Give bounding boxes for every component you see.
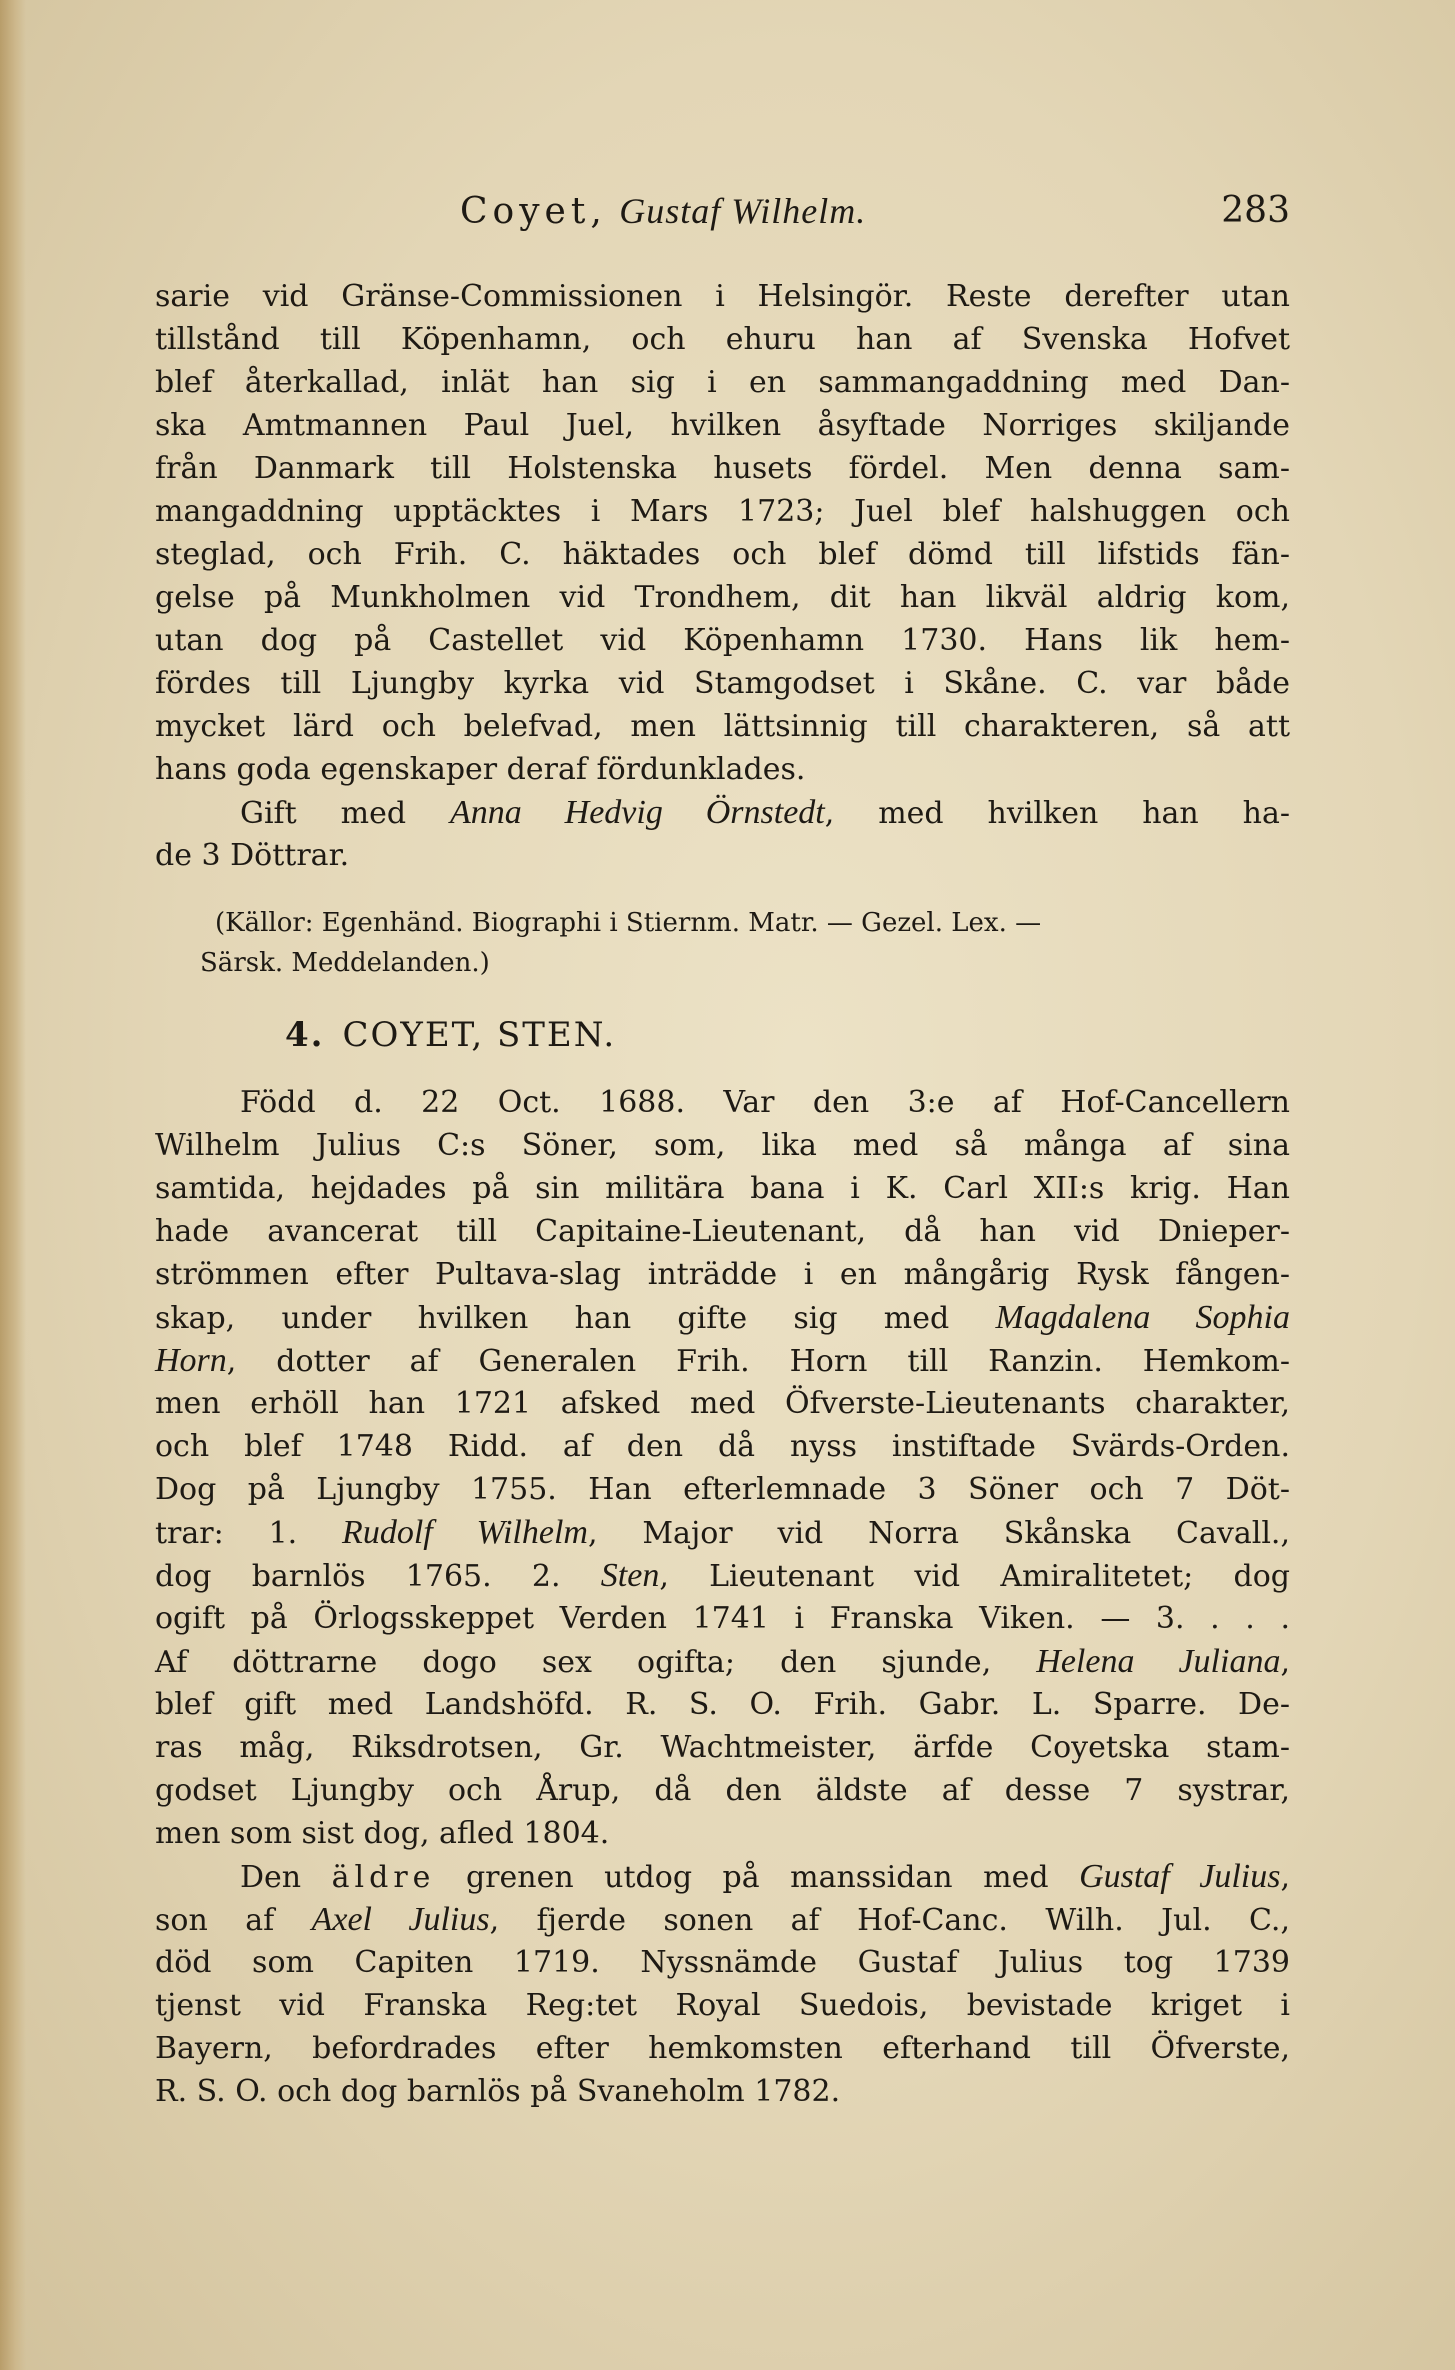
text-line: godset Ljungby och Årup, då den äldste af desse 7 systrar, bbox=[155, 1773, 1290, 1808]
text-line: Född d. 22 Oct. 1688. Var den 3:e af Hof-Cancellern bbox=[240, 1085, 1290, 1120]
person-name: Sten bbox=[600, 1557, 660, 1594]
text-line: strömmen efter Pultava-slag inträdde i en mångårig Rysk fången- bbox=[155, 1257, 1290, 1292]
paragraph-sten-coyet bbox=[155, 1081, 1290, 1855]
text-line bbox=[155, 791, 1290, 834]
running-title bbox=[460, 190, 866, 232]
text-line: sarie vid Gränse-Commissionen i Helsingör. Reste derefter utan bbox=[155, 279, 1290, 314]
entry-number: 4. bbox=[285, 1015, 325, 1055]
text-line: mangaddning upptäcktes i Mars 1723; Juel blef halshuggen och bbox=[155, 494, 1290, 529]
header-surname: Coyet, bbox=[460, 191, 607, 232]
text-line bbox=[155, 1339, 1290, 1382]
text-fragment: , fjerde sonen af Hof-Canc. Wilh. Jul. C., bbox=[489, 1903, 1290, 1938]
text-line: ska Amtmannen Paul Juel, hvilken åsyftade Norriges skiljande bbox=[155, 408, 1290, 443]
text-line: och blef 1748 Ridd. af den då nyss instiftade Svärds-Orden. bbox=[155, 1429, 1290, 1464]
entry-title: COYET, STEN. bbox=[342, 1015, 617, 1055]
text-fragment: , Major vid Norra Skånska Cavall., bbox=[587, 1516, 1290, 1551]
text-line: R. S. O. och dog barnlös på Svaneholm 1782. bbox=[155, 2074, 841, 2109]
text-line: tillstånd till Köpenhamn, och ehuru han af Svenska Hofvet bbox=[155, 322, 1290, 357]
text-line: gelse på Munkholmen vid Trondhem, dit han likväl aldrig kom, bbox=[155, 580, 1290, 615]
paragraph-elder-branch bbox=[155, 1855, 1290, 2113]
text-line: men som sist dog, afled 1804. bbox=[155, 1816, 610, 1851]
person-name: Magdalena Sophia bbox=[995, 1299, 1290, 1336]
book-spine-shadow bbox=[0, 0, 26, 2370]
text-fragment: , Lieutenant vid Amiralitetet; dog bbox=[659, 1559, 1290, 1594]
page-number: 283 bbox=[1221, 190, 1290, 231]
text-line: död som Capiten 1719. Nyssnämde Gustaf Julius tog 1739 bbox=[155, 1945, 1290, 1980]
text-line bbox=[155, 1554, 1290, 1597]
sources-line: (Källor: Egenhänd. Biographi i Stiernm. Matr. — Gezel. Lex. — bbox=[215, 908, 1042, 938]
person-name: Rudolf Wilhelm bbox=[342, 1514, 588, 1551]
text-fragment: , bbox=[1280, 1645, 1290, 1680]
text-line bbox=[155, 1898, 1290, 1941]
person-name: Axel Julius bbox=[311, 1901, 490, 1938]
text-fragment: grenen utdog på manssidan med bbox=[435, 1860, 1080, 1895]
text-line: Bayern, befordrades efter hemkomsten efterhand till Öfverste, bbox=[155, 2031, 1290, 2066]
spaced-word: äldre bbox=[331, 1860, 436, 1895]
text-line: ras måg, Riksdrotsen, Gr. Wachtmeister, ärfde Coyetska stam- bbox=[155, 1730, 1290, 1765]
running-header bbox=[180, 190, 1290, 242]
text-fragment: dog barnlös 1765. 2. bbox=[155, 1559, 601, 1594]
text-line: blef återkallad, inlät han sig i en sammangaddning med Dan- bbox=[155, 365, 1290, 400]
person-name: Horn bbox=[155, 1342, 227, 1379]
text-line: mycket lärd och belefvad, men lättsinnig till charakteren, så att bbox=[155, 709, 1290, 744]
sources-line: Särsk. Meddelanden.) bbox=[200, 948, 490, 978]
text-line bbox=[155, 1855, 1290, 1898]
text-line bbox=[155, 1511, 1290, 1554]
text-line bbox=[155, 1640, 1290, 1683]
text-line: utan dog på Castellet vid Köpenhamn 1730. Hans lik hem- bbox=[155, 623, 1290, 658]
sources-note bbox=[155, 903, 1290, 983]
person-name: Helena Juliana bbox=[1036, 1643, 1281, 1680]
text-line: från Danmark till Holstenska husets fördel. Men denna sam- bbox=[155, 451, 1290, 486]
paragraph-marriage bbox=[155, 791, 1290, 877]
text-fragment: Gift med bbox=[240, 796, 450, 831]
text-fragment: trar: 1. bbox=[155, 1516, 343, 1551]
text-fragment: , med hvilken han ha- bbox=[824, 796, 1291, 831]
text-fragment: , bbox=[1280, 1860, 1290, 1895]
text-line: steglad, och Frih. C. häktades och blef dömd till lifstids fän- bbox=[155, 537, 1290, 572]
entry-heading bbox=[155, 1009, 1290, 1061]
text-line: ogift på Örlogsskeppet Verden 1741 i Franska Viken. — 3. . . . bbox=[155, 1601, 1290, 1636]
text-line: men erhöll han 1721 afsked med Öfverste-Lieutenants charakter, bbox=[155, 1386, 1290, 1421]
text-line: de 3 Döttrar. bbox=[155, 838, 350, 873]
text-line: blef gift med Landshöfd. R. S. O. Frih. Gabr. L. Sparre. De- bbox=[155, 1687, 1290, 1722]
spouse-name: Anna Hedvig Örnstedt bbox=[450, 794, 825, 831]
paragraph-biography-continued bbox=[155, 275, 1290, 791]
text-line: fördes till Ljungby kyrka vid Stamgodset i Skåne. C. var både bbox=[155, 666, 1290, 701]
page-body bbox=[155, 275, 1290, 2113]
text-fragment: Af döttrarne dogo sex ogifta; den sjunde, bbox=[155, 1645, 1037, 1680]
text-line: Dog på Ljungby 1755. Han efterlemnade 3 Söner och 7 Döt- bbox=[155, 1472, 1290, 1507]
text-fragment: , dotter af Generalen Frih. Horn till Ranzin. Hemkom- bbox=[226, 1344, 1290, 1379]
text-line bbox=[155, 1296, 1290, 1339]
person-name: Gustaf Julius bbox=[1079, 1858, 1281, 1895]
text-line: Wilhelm Julius C:s Söner, som, lika med så många af sina bbox=[155, 1128, 1290, 1163]
text-line: tjenst vid Franska Reg:tet Royal Suedois, bevistade kriget i bbox=[155, 1988, 1290, 2023]
text-line: hans goda egenskaper deraf fördunklades. bbox=[155, 752, 806, 787]
text-fragment: skap, under hvilken han gifte sig med bbox=[155, 1301, 996, 1336]
text-fragment: Den bbox=[240, 1860, 332, 1895]
text-line: samtida, hejdades på sin militära bana i K. Carl XII:s krig. Han bbox=[155, 1171, 1290, 1206]
text-line: hade avancerat till Capitaine-Lieutenant, då han vid Dnieper- bbox=[155, 1214, 1290, 1249]
header-given-name: Gustaf Wilhelm. bbox=[619, 191, 867, 231]
text-fragment: son af bbox=[155, 1903, 312, 1938]
